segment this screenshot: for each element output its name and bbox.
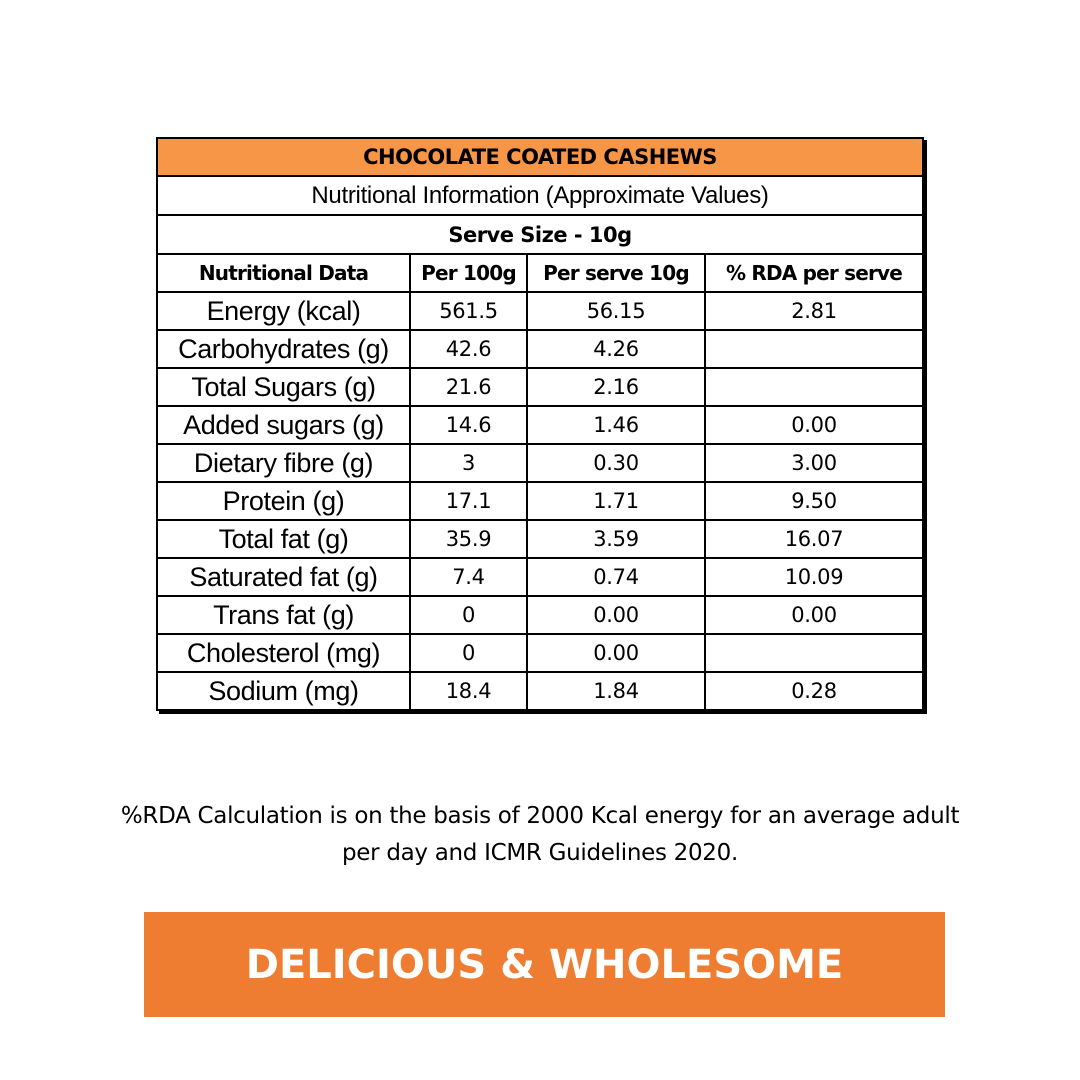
- per-serve-value: 3.59: [527, 520, 705, 558]
- table-row: [157, 406, 923, 444]
- nutrient-name: Added sugars (g): [157, 406, 410, 444]
- per-serve-value: 0.74: [527, 558, 705, 596]
- per-100g-value: 35.9: [410, 520, 527, 558]
- table-row: [157, 330, 923, 368]
- table-subtitle: Nutritional Information (Approximate Values): [157, 176, 923, 215]
- per-100g-value: 0: [410, 634, 527, 672]
- table-row: [157, 482, 923, 520]
- table-row: [157, 444, 923, 482]
- table-row: [157, 634, 923, 672]
- rda-value: 0.00: [705, 406, 923, 444]
- per-serve-value: 4.26: [527, 330, 705, 368]
- nutrient-name: Energy (kcal): [157, 292, 410, 330]
- nutrient-name: Carbohydrates (g): [157, 330, 410, 368]
- rda-value: 2.81: [705, 292, 923, 330]
- table-row: [157, 596, 923, 634]
- nutrient-name: Saturated fat (g): [157, 558, 410, 596]
- per-100g-value: 17.1: [410, 482, 527, 520]
- rda-value: [705, 330, 923, 368]
- footnote-line: %RDA Calculation is on the basis of 2000 Kcal energy for an average adult: [120, 803, 960, 829]
- per-serve-value: 0.00: [527, 596, 705, 634]
- nutrient-name: Sodium (mg): [157, 672, 410, 710]
- table-title: CHOCOLATE COATED CASHEWS: [157, 138, 923, 176]
- serve-size-row: [157, 215, 923, 254]
- per-serve-value: 1.71: [527, 482, 705, 520]
- rda-value: 16.07: [705, 520, 923, 558]
- column-header: % RDA per serve: [705, 254, 923, 292]
- per-serve-value: 2.16: [527, 368, 705, 406]
- nutrient-name: Cholesterol (mg): [157, 634, 410, 672]
- rda-value: [705, 368, 923, 406]
- table-title-row: [157, 138, 923, 176]
- column-header: Per serve 10g: [527, 254, 705, 292]
- column-header: Per 100g: [410, 254, 527, 292]
- per-serve-value: 1.46: [527, 406, 705, 444]
- rda-value: 0.00: [705, 596, 923, 634]
- per-100g-value: 3: [410, 444, 527, 482]
- tagline-banner: [144, 912, 945, 1017]
- per-100g-value: 561.5: [410, 292, 527, 330]
- per-serve-value: 0.30: [527, 444, 705, 482]
- per-100g-value: 21.6: [410, 368, 527, 406]
- per-100g-value: 42.6: [410, 330, 527, 368]
- table-row: [157, 520, 923, 558]
- table-row: [157, 558, 923, 596]
- rda-footnote: [90, 798, 990, 872]
- column-header-row: [157, 254, 923, 292]
- nutrient-name: Total Sugars (g): [157, 368, 410, 406]
- per-100g-value: 7.4: [410, 558, 527, 596]
- per-100g-value: 18.4: [410, 672, 527, 710]
- table-subtitle-row: [157, 176, 923, 215]
- nutrient-name: Dietary fibre (g): [157, 444, 410, 482]
- per-100g-value: 0: [410, 596, 527, 634]
- footnote-line: per day and ICMR Guidelines 2020.: [342, 840, 738, 866]
- rda-value: 10.09: [705, 558, 923, 596]
- table-row: [157, 368, 923, 406]
- nutrient-name: Total fat (g): [157, 520, 410, 558]
- rda-value: [705, 634, 923, 672]
- nutrient-name: Protein (g): [157, 482, 410, 520]
- rda-value: 0.28: [705, 672, 923, 710]
- per-serve-value: 56.15: [527, 292, 705, 330]
- table-row: [157, 672, 923, 710]
- nutrient-name: Trans fat (g): [157, 596, 410, 634]
- banner-text: DELICIOUS & WHOLESOME: [245, 941, 844, 988]
- table-row: [157, 292, 923, 330]
- rda-value: 3.00: [705, 444, 923, 482]
- per-serve-value: 1.84: [527, 672, 705, 710]
- serve-size: Serve Size - 10g: [157, 215, 923, 254]
- column-header: Nutritional Data: [157, 254, 410, 292]
- per-serve-value: 0.00: [527, 634, 705, 672]
- nutrition-table: [156, 137, 924, 711]
- rda-value: 9.50: [705, 482, 923, 520]
- per-100g-value: 14.6: [410, 406, 527, 444]
